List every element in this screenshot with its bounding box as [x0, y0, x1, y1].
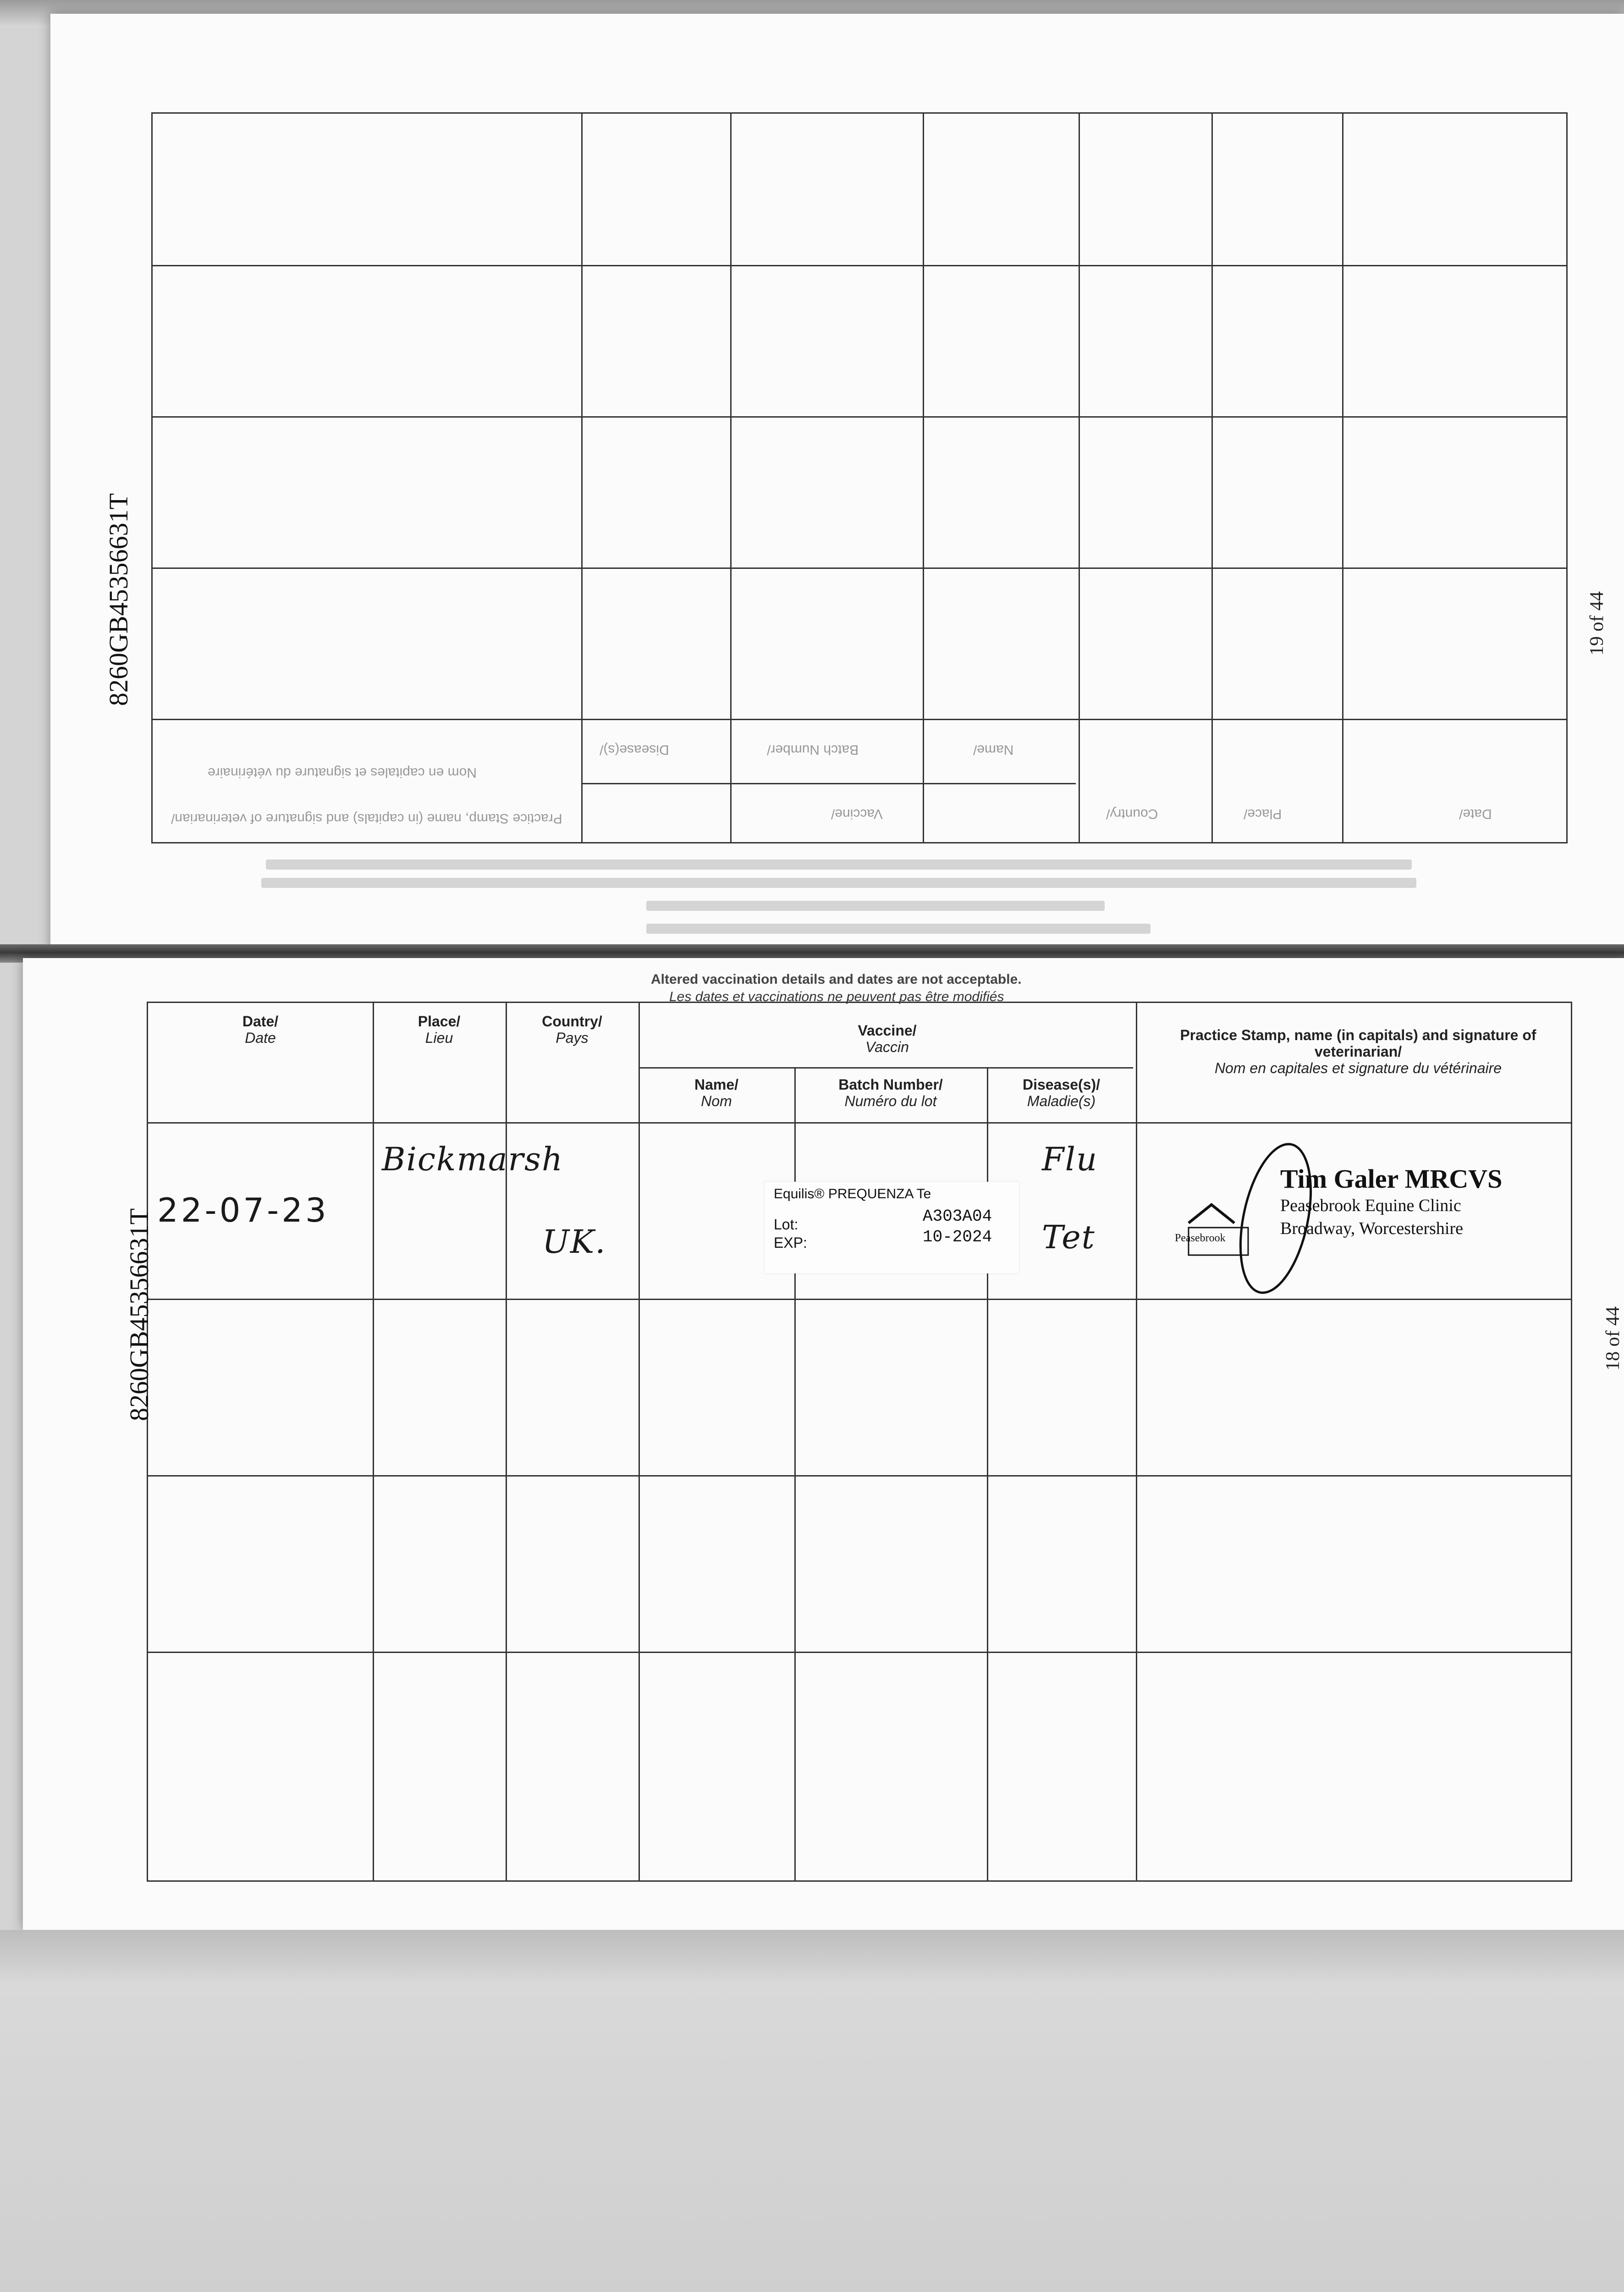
mirrored-place-header: Place/ [1244, 806, 1282, 821]
page-18 [23, 958, 1624, 1930]
mirrored-name-header: Name/ [973, 742, 1014, 757]
clinic-logo-text: Peasebrook [1175, 1232, 1226, 1244]
mirrored-notice-line [646, 901, 1105, 911]
mirrored-disease-header: Disease(s)/ [600, 742, 669, 757]
page-number-19: 19 of 44 [1586, 591, 1607, 656]
clinic-name: Peasebrook Equine Clinic [1280, 1196, 1461, 1215]
batch-number-header: Batch Number/ Numéro du lot [838, 1076, 943, 1109]
page-number-18: 18 of 44 [1602, 1306, 1624, 1371]
entry-disease-flu: Flu [1042, 1140, 1098, 1178]
vaccine-header: Vaccine/ Vaccin [858, 1022, 917, 1055]
lot-label: Lot: [774, 1216, 798, 1233]
practice-stamp-header: Practice Stamp, name (in capitals) and signature of veterinarian/ Nom en capitales et signature du vétérinaire [1180, 1027, 1536, 1076]
scanner-background [0, 1930, 1624, 2292]
page-19 [50, 14, 1624, 953]
clinic-location: Broadway, Worcestershire [1280, 1219, 1463, 1238]
vaccine-batch-sticker [765, 1182, 1019, 1273]
lot-number: A303A04 [923, 1207, 992, 1226]
expiry-date: 10-2024 [923, 1228, 992, 1246]
passport-number-top: 8260GB45356631T [104, 493, 133, 706]
vaccination-grid [147, 1002, 1572, 1882]
vet-name: Tim Galer MRCVS [1280, 1164, 1503, 1194]
country-header: Country/ Pays [542, 1013, 602, 1046]
mirrored-stamp-header-fr: Nom en capitales et signature du vétérinaire [208, 765, 477, 780]
exp-label: EXP: [774, 1234, 807, 1251]
entry-country: UK. [542, 1223, 606, 1261]
entry-date: 22-07-23 [157, 1191, 329, 1229]
entry-disease-tet: Tet [1042, 1218, 1096, 1256]
mirrored-stamp-header: Practice Stamp, name (in capitals) and signature of veterinarian/ [171, 811, 562, 826]
mirrored-batch-header: Batch Number/ [767, 742, 859, 757]
mirrored-country-header: Country/ [1106, 806, 1158, 821]
date-header: Date/ Date [242, 1013, 279, 1046]
entry-place: Bickmarsh [382, 1140, 564, 1178]
mirrored-notice-line [646, 924, 1151, 934]
vaccine-name-header: Name/ Nom [694, 1076, 739, 1109]
altered-details-notice: Altered vaccination details and dates are not acceptable. [651, 972, 1022, 987]
place-header: Place/ Lieu [418, 1013, 461, 1046]
vaccination-grid-top [151, 112, 1568, 843]
mirrored-notice-line [261, 878, 1416, 888]
mirrored-vaccine-header: Vaccine/ [831, 806, 883, 821]
mirrored-notice-line [266, 860, 1412, 870]
vaccine-product-name: Equilis® PREQUENZA Te [774, 1186, 931, 1201]
disease-header: Disease(s)/ Maladie(s) [1023, 1076, 1100, 1109]
mirrored-date-header: Date/ [1459, 806, 1492, 821]
altered-details-notice-fr: Les dates et vaccinations ne peuvent pas être modifiés [669, 989, 1004, 1004]
passport-number-bottom: 8260GB45356631T [124, 1208, 154, 1421]
